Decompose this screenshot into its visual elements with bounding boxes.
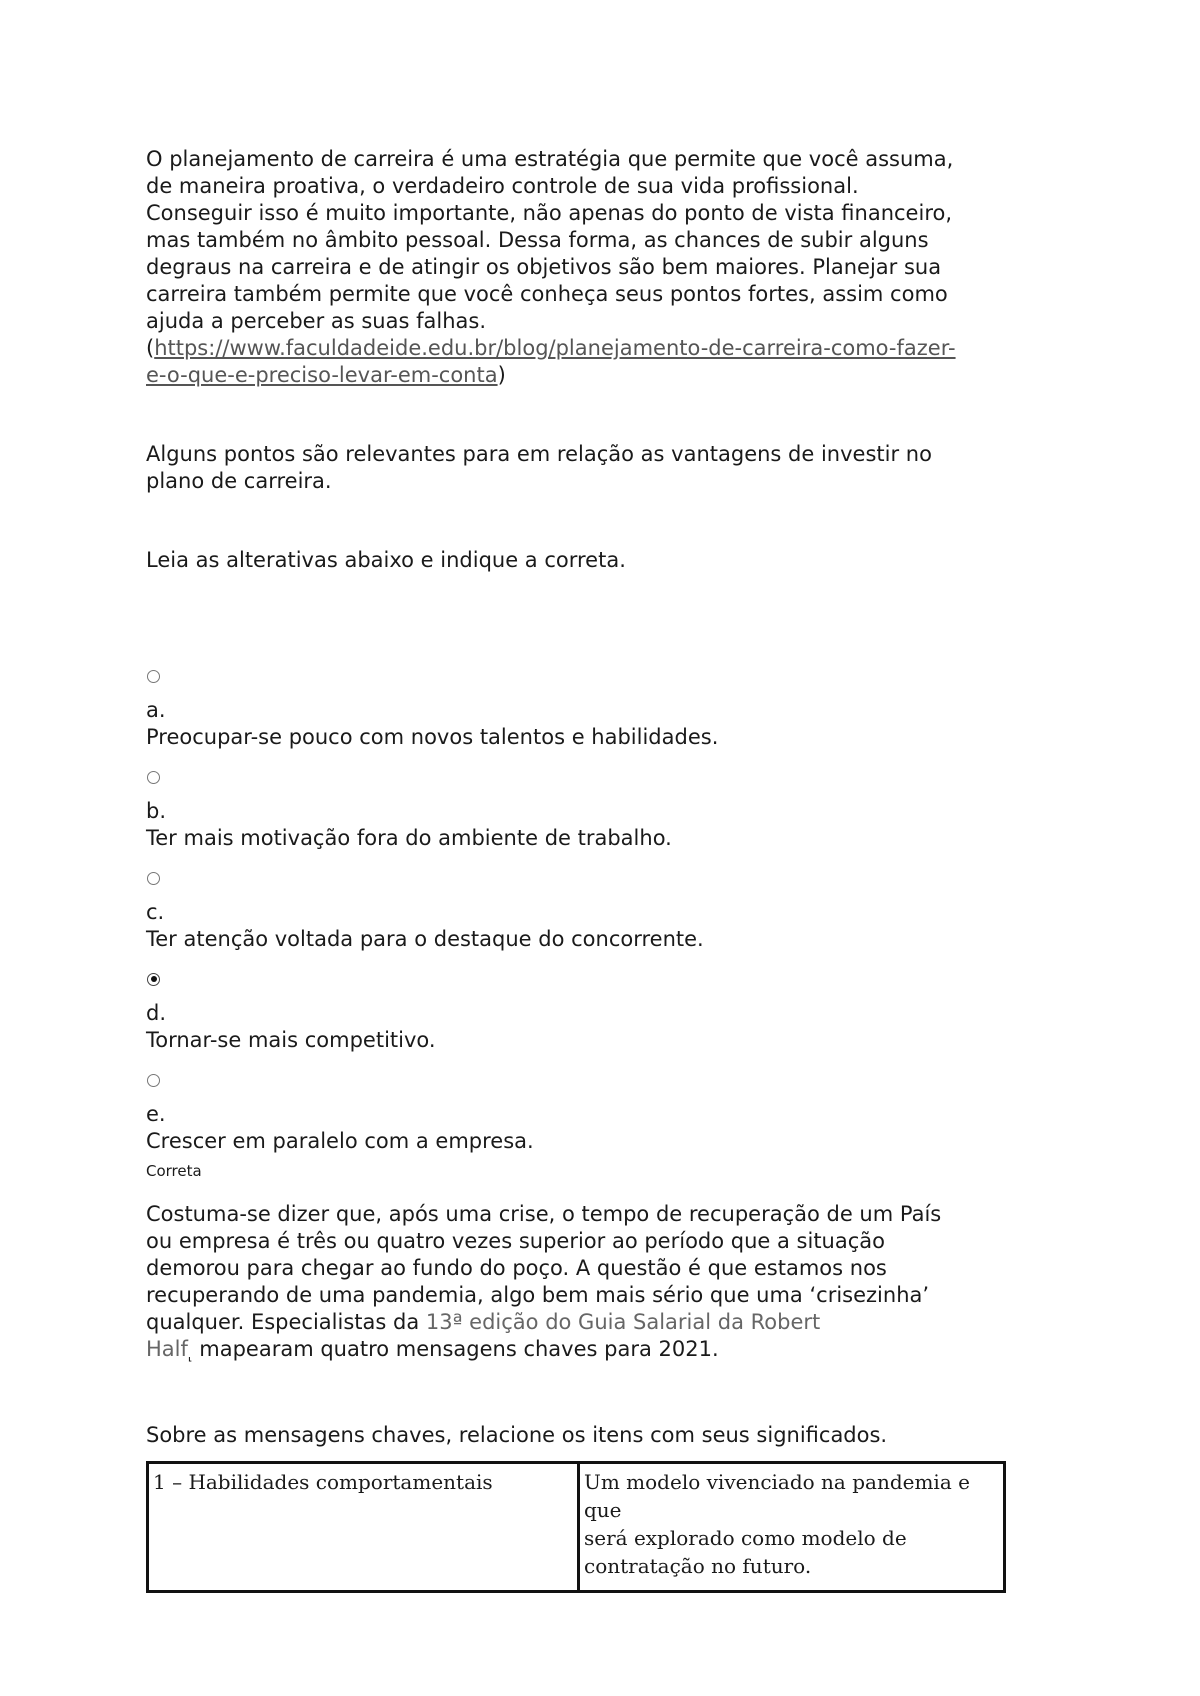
option-b[interactable] xyxy=(146,771,1066,852)
option-letter: d. xyxy=(146,1001,167,1025)
guide-link-continued[interactable]: Half xyxy=(146,1337,188,1361)
table-cell-item: 1 – Habilidades comportamentais xyxy=(148,1463,579,1592)
prompt-line: Alguns pontos são relevantes para em relação as vantagens de investir no xyxy=(146,442,932,466)
guide-link[interactable]: 13ª edição do Guia Salarial da Robert xyxy=(425,1310,821,1334)
source-link[interactable]: https://www.faculdadeide.edu.br/blog/planejamento-de-carreira-como-fazer- xyxy=(154,336,956,360)
source-line xyxy=(146,335,1066,362)
option-text: Ter mais motivação fora do ambiente de trabalho. xyxy=(146,826,672,850)
source-open-paren: ( xyxy=(146,336,155,360)
option-letter: c. xyxy=(146,900,165,924)
intro-line: recuperando de uma pandemia, algo bem mais sério que uma ‘crisezinha’ xyxy=(146,1283,930,1307)
option-text: Tornar-se mais competitivo. xyxy=(146,1028,436,1052)
question1-prompt xyxy=(146,441,1066,495)
intro-line-suffix: mapearam quatro mensagens chaves para 2021. xyxy=(192,1337,719,1361)
question2-instruction: Sobre as mensagens chaves, relacione os itens com seus significados. xyxy=(146,1423,888,1447)
document-page xyxy=(146,146,1066,1593)
question1-intro xyxy=(146,146,1066,389)
table-row xyxy=(148,1463,1005,1592)
intro-line: ou empresa é três ou quatro vezes superior ao período que a situação xyxy=(146,1229,885,1253)
meaning-line: Um modelo vivenciado na pandemia e que xyxy=(584,1470,970,1522)
option-c-radio[interactable] xyxy=(147,872,160,885)
intro-line: carreira também permite que você conheça seus pontos fortes, assim como xyxy=(146,282,948,306)
matching-table xyxy=(146,1461,1006,1593)
option-b-radio[interactable] xyxy=(147,771,160,784)
intro-line: de maneira proativa, o verdadeiro controle de sua vida profissional. xyxy=(146,174,859,198)
intro-line-prefix: qualquer. Especialistas da xyxy=(146,1310,426,1334)
option-text: Preocupar-se pouco com novos talentos e habilidades. xyxy=(146,725,719,749)
intro-line: degraus na carreira e de atingir os objetivos são bem maiores. Planejar sua xyxy=(146,255,942,279)
option-c[interactable] xyxy=(146,872,1066,953)
option-e[interactable] xyxy=(146,1074,1066,1155)
source-link-continued[interactable]: e-o-que-e-preciso-levar-em-conta xyxy=(146,363,498,387)
question1-instruction: Leia as alterativas abaixo e indique a correta. xyxy=(146,548,626,572)
intro-line: Costuma-se dizer que, após uma crise, o tempo de recuperação de um País xyxy=(146,1202,942,1226)
intro-line: O planejamento de carreira é uma estratégia que permite que você assuma, xyxy=(146,147,954,171)
option-a[interactable] xyxy=(146,670,1066,751)
source-line xyxy=(146,362,1066,389)
option-e-radio[interactable] xyxy=(147,1074,160,1087)
meaning-line: será explorado como modelo de xyxy=(584,1526,907,1550)
feedback-label: Correta xyxy=(146,1162,202,1180)
question2-intro xyxy=(146,1201,1066,1370)
option-d-radio-selected[interactable] xyxy=(147,973,160,986)
intro-line xyxy=(146,1309,1066,1336)
option-d[interactable] xyxy=(146,973,1066,1054)
source-close-paren: ) xyxy=(497,363,506,387)
option-letter: b. xyxy=(146,799,167,823)
answer-options xyxy=(146,670,1066,1155)
intro-line xyxy=(146,1336,1066,1370)
option-text: Crescer em paralelo com a empresa. xyxy=(146,1129,534,1153)
option-letter: e. xyxy=(146,1102,166,1126)
intro-line: mas também no âmbito pessoal. Dessa forma, as chances de subir alguns xyxy=(146,228,929,252)
intro-line: Conseguir isso é muito importante, não apenas do ponto de vista financeiro, xyxy=(146,201,953,225)
intro-line: ajuda a perceber as suas falhas. xyxy=(146,309,486,333)
option-text: Ter atenção voltada para o destaque do concorrente. xyxy=(146,927,704,951)
meaning-line: contratação no futuro. xyxy=(584,1554,812,1578)
table-cell-meaning xyxy=(579,1463,1005,1592)
option-a-radio[interactable] xyxy=(147,670,160,683)
link-anchor-icon: ⸤ xyxy=(187,1349,193,1363)
option-letter: a. xyxy=(146,698,166,722)
prompt-line: plano de carreira. xyxy=(146,469,332,493)
intro-line: demorou para chegar ao fundo do poço. A questão é que estamos nos xyxy=(146,1256,887,1280)
